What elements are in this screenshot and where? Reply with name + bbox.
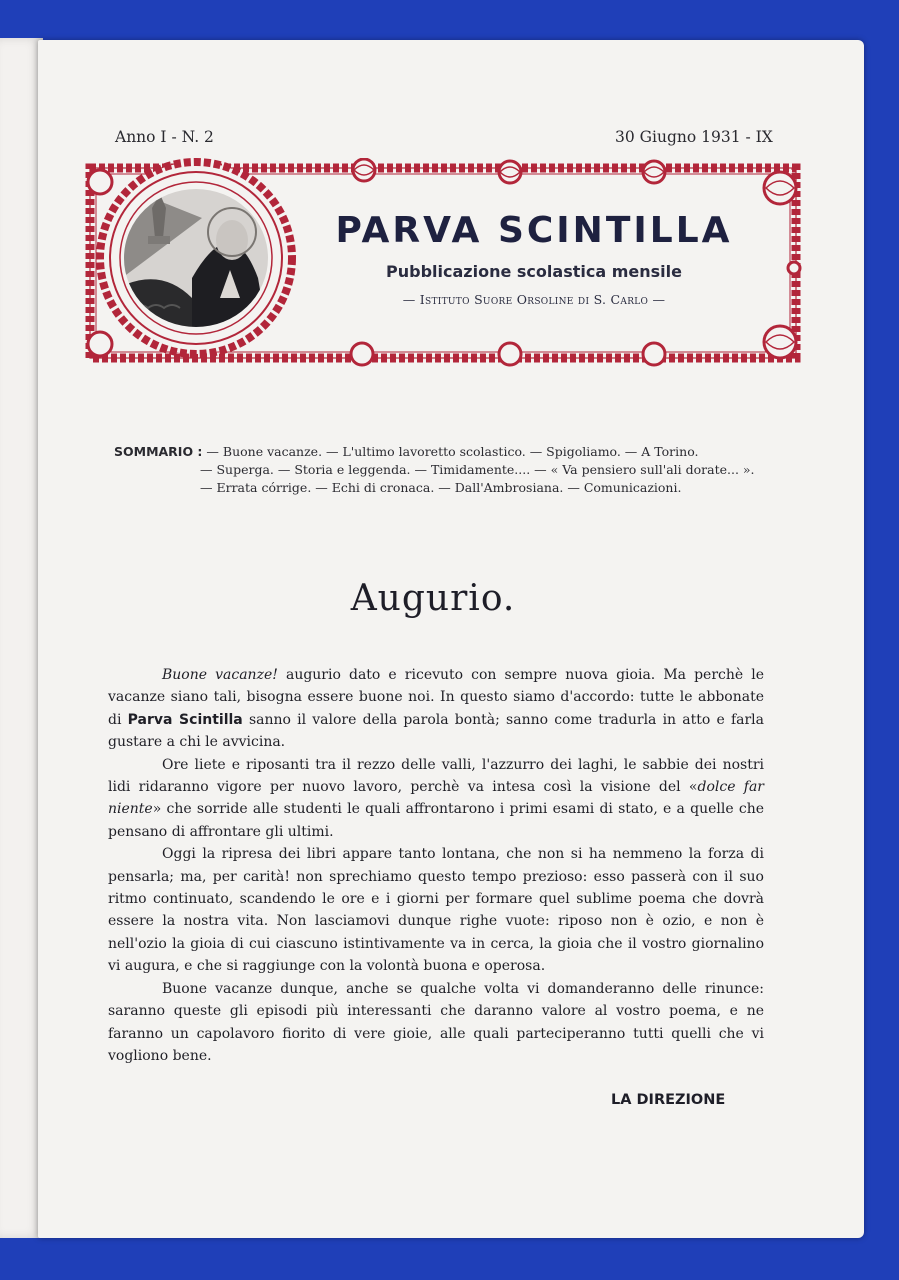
table-of-contents [114, 443, 778, 497]
issue-number: Anno I - N. 2 [115, 128, 214, 146]
magazine-title: PARVA SCINTILLA [335, 210, 733, 251]
article-heading: Augurio. [350, 578, 516, 619]
paragraph-2: Ore liete e riposanti tra il rezzo delle valli, l'azzurro dei laghi, le sabbie dei nostri lidi ridaranno vigore per nuovo lavoro, perchè va intesa così la visione del «dolce far niente» che sorride alle studenti le quali affrontarono i primi esami di stato, e a quelle che pensano di affrontare gli ultimi. [108, 756, 764, 840]
magazine-page [38, 40, 864, 1238]
signature: LA DIREZIONE [611, 1092, 726, 1108]
toc-line-3: — Errata córrige. — Echi di cronaca. — Dall'Ambrosiana. — Comunicazioni. [200, 480, 682, 495]
toc-line-2: — Superga. — Storia e leggenda. — Timidamente.... — « Va pensiero sull'ali dorate... ». [200, 462, 755, 477]
issue-date: 30 Giugno 1931 - IX [615, 128, 773, 146]
masthead [82, 158, 804, 372]
paragraph-1: Buone vacanze! augurio dato e ricevuto con sempre nuova gioia. Ma perchè le vacanze siano tali, bisogna essere buone noi. In questo siamo d'accordo: tutte le abbonate di Parva Scintilla sanno il valore della parola bontà; sanno come tradurla in atto e farla gustare a chi le avvicina. [108, 667, 765, 751]
institute-line: — Istituto Suore Orsoline di S. Carlo — [402, 292, 666, 307]
toc-line-1: SOMMARIO : — Buone vacanze. — L'ultimo lavoretto scolastico. — Spigoliamo. — A Torino. [114, 444, 699, 459]
article-body [108, 664, 764, 1067]
previous-page-edge [0, 38, 43, 1238]
magazine-subtitle: Pubblicazione scolastica mensile [386, 262, 682, 281]
paragraph-3: Oggi la ripresa dei libri appare tanto lontana, che non si ha nemmeno la forza di pensarla; ma, per carità! non sprechiamo questo tempo prezioso: esso passerà con il suo ritmo continuato, scandendo le ore e i giorni per formare quel sublime poema che dovrà essere la nostra vita. Non lasciamovi dunque righe vuote: riposo non è ozio, e non è nell'ozio la gioia di cui ciascuno istintivamente va in cerca, la gioia che il vostro giornalino vi augura, e che si raggiunge con la volontà buona e operosa. [108, 846, 764, 975]
paragraph-4: Buone vacanze dunque, anche se qualche volta vi domanderanno delle rinunce: saranno queste gli episodi più interessanti che daranno valore al vostro poema, e ne faranno un capolavoro fiorito di vere gioie, alle quali parteciperanno tutti quelli che vi vogliono bene. [108, 980, 764, 1064]
toc-label: SOMMARIO : [114, 444, 203, 459]
